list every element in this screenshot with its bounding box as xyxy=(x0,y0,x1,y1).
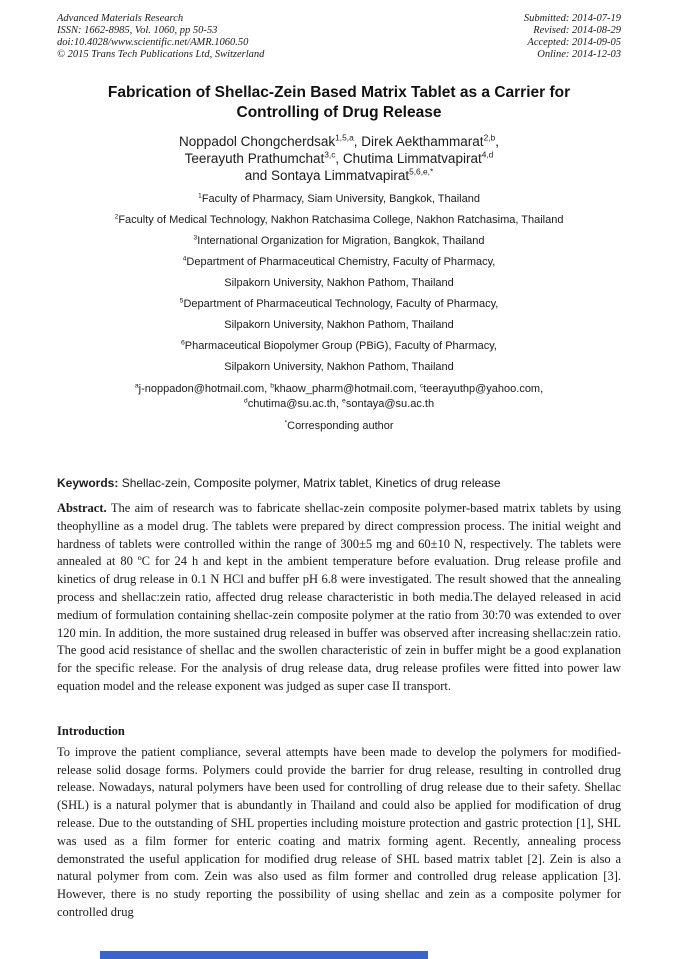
author-name-1: Noppadol Chongcherdsak xyxy=(179,134,336,149)
emails-line-2 xyxy=(57,397,621,412)
author-name-2: Direk Aekthammarat xyxy=(361,134,484,149)
author-sup-2: 2,b xyxy=(483,132,496,143)
author-name-5: and Sontaya Limmatvapirat xyxy=(244,168,410,183)
author-sup-3: 3,c xyxy=(324,149,336,160)
submitted-date: Submitted: 2014-07-19 xyxy=(523,13,621,24)
authors-line-1 xyxy=(57,133,621,150)
authors-line-2 xyxy=(57,150,621,167)
author-separator-3: , xyxy=(335,151,343,166)
affiliation-1 xyxy=(57,191,621,206)
email-sup-d: d xyxy=(243,397,248,405)
author-emails xyxy=(57,382,621,412)
affiliation-2 xyxy=(57,212,621,227)
affiliation-4-cont: Silpakorn University, Nakhon Pathom, Thailand xyxy=(224,276,454,289)
author-sup-1: 1,5,a xyxy=(335,132,354,143)
affiliation-4-text: Department of Pharmaceutical Chemistry, Faculty of Pharmacy, xyxy=(186,255,496,268)
keywords-label: Keywords: xyxy=(57,476,119,490)
affiliation-1-text: Faculty of Pharmacy, Siam University, Bangkok, Thailand xyxy=(201,192,480,205)
keywords-text: Shellac-zein, Composite polymer, Matrix tablet, Kinetics of drug release xyxy=(121,476,501,490)
corresponding-author-note xyxy=(57,420,621,433)
online-date: Online: 2014-12-03 xyxy=(537,49,621,60)
introduction-paragraph: To improve the patient compliance, several attempts have been made to develop the polymers for modified-release solid dosage forms. Polymers could provide the barrier for drug release, resulting in controlled drug release. Nowadays, natural polymers have been used for controlling of drug release due to their safety. Shellac (SHL) is a natural polymer that is abundantly in Thailand and could also be applied for modification of drug release. Due to the outstanding of SHL properties including moisture protection and gastric protection [1], SHL was used as a film former for enteric coating and matrix forming agent. Recently, annealing process demonstrated the useful application for modified drug release of SHL based matrix tablet [2]. Zein is also a natural polymer from com. Zein was also used as film former and controlled drug release application [3]. However, there is no study reporting the possibility of using shellac and zein as a composite polymer for controlled drug xyxy=(57,744,621,919)
submission-dates xyxy=(524,13,621,61)
author-separator-1: , xyxy=(353,134,362,149)
journal-title: Advanced Materials Research xyxy=(57,13,184,24)
email-c: teerayuthp@yahoo.com, xyxy=(423,383,544,395)
section-heading-introduction: Introduction xyxy=(57,723,125,738)
authors-line-3 xyxy=(57,167,621,184)
revised-date: Revised: 2014-08-29 xyxy=(533,25,621,36)
abstract-paragraph xyxy=(57,500,621,696)
affiliation-3 xyxy=(57,233,621,248)
email-sup-c: c xyxy=(419,382,424,390)
affiliation-6-cont: Silpakorn University, Nakhon Pathom, Thailand xyxy=(224,360,454,373)
paper-title-line-1: Fabrication of Shellac-Zein Based Matrix Tablet as a Carrier for xyxy=(107,84,571,101)
affiliation-6-text: Pharmaceutical Biopolymer Group (PBiG), Faculty of Pharmacy, xyxy=(184,339,497,352)
keywords-line xyxy=(57,475,621,491)
email-e: sontaya@su.ac.th xyxy=(345,398,435,410)
author-separator-2: , xyxy=(495,134,499,149)
email-a: j-noppadon@hotmail.com, xyxy=(138,383,271,395)
email-b: khaow_pharm@hotmail.com, xyxy=(274,383,420,395)
corresponding-author-sup: * xyxy=(284,419,288,427)
author-name-3: Teerayuth Prathumchat xyxy=(184,151,325,166)
paper-title xyxy=(57,83,621,123)
author-sup-4: 4,d xyxy=(481,149,494,160)
affiliations-block xyxy=(57,191,621,374)
affiliation-2-text: Faculty of Medical Technology, Nakhon Ratchasima College, Nakhon Ratchasima, Thailand xyxy=(118,213,564,226)
affiliation-5 xyxy=(57,296,621,311)
corresponding-author-text: Corresponding author xyxy=(287,420,394,432)
affiliation-5-cont: Silpakorn University, Nakhon Pathom, Thailand xyxy=(224,318,454,331)
affiliation-1-sup: 1 xyxy=(198,191,202,199)
affiliation-3-text: International Organization for Migration, Bangkok, Thailand xyxy=(197,234,485,247)
footer-highlight-bar xyxy=(100,951,428,959)
accepted-date: Accepted: 2014-09-05 xyxy=(527,37,621,48)
affiliation-5-sup: 5 xyxy=(179,296,184,304)
copyright-line: © 2015 Trans Tech Publications Ltd, Switzerland xyxy=(57,49,265,60)
affiliation-3-sup: 3 xyxy=(193,233,198,241)
doi-line: doi:10.4028/www.scientific.net/AMR.1060.50 xyxy=(57,37,249,48)
affiliation-6 xyxy=(57,338,621,353)
affiliation-4 xyxy=(57,254,621,269)
author-sup-5: 5,6,e,* xyxy=(409,166,434,177)
publication-header xyxy=(57,13,621,61)
abstract-label: Abstract. xyxy=(57,501,107,515)
emails-line-1 xyxy=(57,382,621,397)
affiliation-6-sup: 6 xyxy=(181,338,185,346)
affiliation-4-sup: 4 xyxy=(182,254,187,262)
abstract-text: The aim of research was to fabricate shellac-zein composite polymer-based matrix tablets by using theophylline as a model drug. The tablets were prepared by direct compression process. The initial weight and hardness of tablets were controlled within the range of 300±5 mg and 60±10 N, respectively. The tablets were annealed at 80 ºC for 24 h and kept in the ambient temperature before evaluation. Drug release profile and kinetics of drug release in 0.1 N HCl and buffer pH 6.8 were investigated. The result showed that the annealing process and shellac:zein ratio, affected drug release characteristic in both media.The delayed released in acid medium of formulation containing shellac-zein composite polymer at the ratio from 30:70 was extended to over 120 min. In addition, the more sustained drug released in buffer was observed after increasing shellac:zein ratio. The good acid resistance of shellac and the swollen characteristic of zein in buffer might be a good explanation for the specific release. For the analysis of drug release data, drug release profiles were fitted into power law equation model and the release exponent was judged as super case II transport. xyxy=(57,501,621,693)
author-name-4: Chutima Limmatvapirat xyxy=(342,151,482,166)
affiliation-2-sup: 2 xyxy=(114,212,119,220)
email-sup-e: e xyxy=(342,397,346,405)
paper-title-line-2: Controlling of Drug Release xyxy=(236,104,442,121)
authors-block xyxy=(57,133,621,184)
issn-volume-pages: ISSN: 1662-8985, Vol. 1060, pp 50-53 xyxy=(57,25,218,36)
email-sup-b: b xyxy=(270,382,275,390)
publication-info xyxy=(57,13,264,61)
affiliation-5-text: Department of Pharmaceutical Technology, Faculty of Pharmacy, xyxy=(183,297,499,310)
email-d: chutima@su.ac.th, xyxy=(247,398,343,410)
email-sup-a: a xyxy=(134,382,139,390)
